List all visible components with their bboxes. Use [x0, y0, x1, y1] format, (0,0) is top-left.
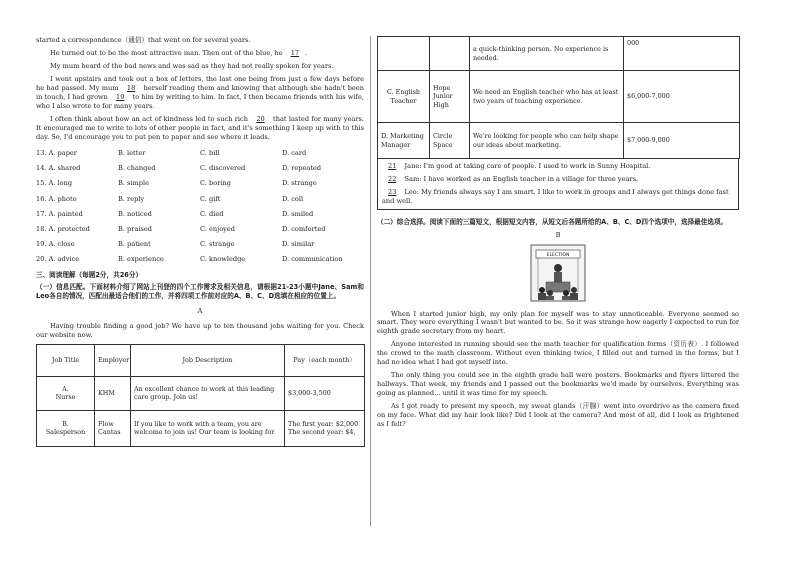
employer-cell: Hope Junior High: [430, 71, 470, 123]
option: D. comforted: [282, 224, 326, 233]
para2-text-a: He turned out to be the most attractive man. Then out of the blue, he: [50, 49, 283, 58]
option: 20. A. advice: [36, 255, 80, 264]
para5-text-a: I often think about how an act of kindness led to such rich: [50, 114, 248, 123]
blank-18: 18: [126, 84, 136, 93]
job-title-cell: C. English Teacher: [378, 71, 430, 123]
options-13: [36, 146, 364, 161]
employer-cell: KHM: [95, 376, 131, 410]
job-title-cell: [37, 376, 95, 410]
job-letter: B.: [62, 419, 69, 428]
table-row: [378, 37, 740, 71]
election-sign-text: ELECTION: [546, 252, 570, 258]
blank-17: 17: [290, 49, 300, 58]
job-title-cell: [378, 37, 430, 71]
description-cell: We need an English teacher who has at least two years of teaching experience.: [470, 71, 624, 123]
pay-cell: $3,000-3,500: [285, 376, 365, 410]
option: C. discovered: [200, 164, 246, 173]
match-item: [382, 175, 734, 184]
passage-a-intro: Having trouble finding a good job? We have up to ten thousand jobs waiting for you. Check our website now.: [36, 321, 364, 339]
header-pay: Pay（each month）: [285, 344, 365, 376]
paragraph-4: [36, 75, 364, 111]
left-column: [36, 36, 364, 447]
passage-a-label: A: [197, 307, 203, 316]
table-header-row: [37, 344, 365, 376]
sub-section-1-instructions: （一）信息匹配。下面材料介绍了网站上刊登的四个工作需求及相关信息，请根据21-23小题中Jane、Sam和Leo各自的情况，匹配出最适合他们的工作，并将四项工作前对应的A、B、C、D选填在相应的位置上。: [36, 283, 364, 301]
option: B. praised: [118, 224, 152, 233]
options-14: [36, 161, 364, 176]
para4-text-a: I went upstairs and took out a box of letters, the last one being from just a few days before he had passed. My mum: [36, 75, 364, 93]
option: B. patient: [118, 240, 151, 249]
table-row: [37, 410, 365, 446]
option: 18. A. protected: [36, 224, 90, 233]
passage-b-paragraph-3: The only thing you could see in the eighth grade hall were posters. Bookmarks and flyers littered the hallways. That week, my friends and I passed out the bookmarks we'd made by ourselves. Everything was going as planned... until it was time for my speech.: [377, 371, 739, 398]
paragraph-1-tail: started a correspondence（通信）that went on for several years.: [36, 36, 251, 44]
option: C. died: [200, 209, 224, 218]
option: D. coll: [282, 194, 304, 203]
employer-cell: Flow Cantas: [95, 410, 131, 446]
option: B. noticed: [118, 209, 152, 218]
column-divider: [370, 36, 371, 526]
blank-23: 23: [388, 187, 397, 196]
election-illustration: [530, 244, 586, 302]
match-text: Leo: My friends always say I am smart. I like to work in groups and I always get things done fast and well.: [382, 187, 729, 205]
election-image-icon: [530, 244, 586, 302]
pay-cell: The first year: $2,000 The second year: $4,: [285, 410, 365, 446]
option: B. experience: [118, 255, 164, 264]
section-3-heading: 三、阅读理解（每题2分，共26分）: [36, 271, 143, 280]
match-text: Sam: I have worked as an English teacher in a village for three years.: [404, 174, 639, 183]
options-19: [36, 237, 364, 252]
match-item: [382, 162, 734, 171]
option: 16. A. photo: [36, 194, 77, 203]
description-cell: An excellent chance to work at this leading care group. Join us!: [131, 376, 285, 410]
header-job-description: Job Description: [131, 344, 285, 376]
paragraph-2: [36, 49, 364, 58]
matching-answers: [377, 159, 739, 210]
description-cell: a quick-thinking person. No experience is needed.: [470, 37, 624, 71]
pay-cell: $7,000-9,000: [624, 123, 740, 159]
option: C. bill: [200, 148, 220, 157]
header-job-title: Job Title: [37, 344, 95, 376]
option: D. smiled: [282, 209, 314, 218]
option: C. boring: [200, 179, 231, 188]
option: 13. A. paper: [36, 148, 77, 157]
passage-b-paragraph-4: As I got ready to present my speech, my sweat glands（汗腺）went into overdrive as the camera fixed on my face. What did my hair look like? Did I look at the camera? And most of all, did I look as frightened as I felt?: [377, 402, 739, 428]
option: C. enjoyed: [200, 224, 236, 233]
job-letter: A.: [62, 384, 69, 393]
table-row: [378, 123, 740, 159]
blank-22: 22: [388, 174, 397, 183]
option: D. similar: [282, 240, 315, 249]
passage-b-paragraph-2: Anyone interested in running should see the math teacher for qualification forms（资历表）. I followed the crowd to the math classroom. Without even thinking twice, I filled out and turned in the forms, but I had no idea what I had got myself into.: [377, 340, 739, 367]
match-text: Jane: I'm good at taking care of people. I used to work in Sunny Hospital.: [404, 162, 651, 170]
option: C. strange: [200, 240, 235, 249]
option: B. simple: [118, 179, 150, 188]
para5-text-b: that lasted for many years. It encouraged me to write to lots of other people in fact, and it's something I keep up with to this day. So, I'd encourage you to put pen to paper and see where it leads.: [36, 114, 364, 141]
option: D. repeated: [282, 164, 322, 173]
option: B. changed: [118, 164, 156, 173]
pay-cell: $6,000-7,000: [624, 71, 740, 123]
option: C. knowledge: [200, 255, 246, 264]
option: D. strange: [282, 179, 317, 188]
paragraph-3: My mum heard of the bad news and was sad as they had not really spoken for years.: [50, 62, 334, 71]
blank-20: 20: [256, 114, 265, 123]
match-item: [382, 188, 734, 206]
jobs-table-left: [36, 344, 365, 447]
passage-b-paragraph-1: When I started junior high, my only plan for myself was to stay unnoticeable. Everyone seemed so smart. They were everything I wasn't but wanted to be. So it was strange how eagerly I expected to run for eighth grade secretary from my heart.: [377, 309, 739, 336]
option: C. gift: [200, 194, 221, 203]
para4-text-c: to him by writing to him. In fact, I then became friends with his wife, who I also wrote to for many years.: [36, 93, 364, 110]
options-17: [36, 207, 364, 222]
job-name: Nurse: [55, 393, 76, 402]
option: B. reply: [118, 194, 145, 203]
passage-b-label: B: [555, 230, 561, 239]
job-name: Salesperson: [45, 428, 86, 437]
option: 14. A. shared: [36, 164, 81, 173]
right-column: [377, 36, 739, 433]
options-15: [36, 176, 364, 191]
header-employer: Employer: [95, 344, 131, 376]
sub-section-2-instructions: （二）综合选择。阅读下面的三篇短文，根据短文内容，从短文后各题所给的A、B、C、D四个选项中，选择最佳选项。: [377, 217, 728, 226]
paragraph-5: [36, 115, 364, 142]
job-title-cell: D. Marketing Manager: [378, 123, 430, 159]
options-16: [36, 191, 364, 206]
employer-cell: [430, 37, 470, 71]
option: D. communication: [282, 255, 343, 264]
description-cell: We're looking for people who can help shape our ideas about marketing.: [470, 123, 624, 159]
options-18: [36, 222, 364, 237]
description-cell: If you like to work with a team, you are welcome to join us! Our team is looking for: [131, 410, 285, 446]
para2-text-b: .: [305, 49, 308, 58]
table-row: [37, 376, 365, 410]
option: D. card: [282, 148, 307, 157]
option: B. letter: [118, 148, 146, 157]
employer-cell: Circle Space: [430, 123, 470, 159]
cloze-options: [36, 146, 364, 268]
blank-21: 21: [388, 162, 397, 170]
option: 15. A. long: [36, 179, 73, 188]
option: 17. A. painted: [36, 209, 83, 218]
blank-19: 19: [116, 93, 125, 102]
jobs-table-right: [377, 36, 740, 159]
table-row: [378, 71, 740, 123]
pay-cell: 000: [624, 37, 740, 71]
options-20: [36, 252, 364, 267]
job-title-cell: [37, 410, 95, 446]
para4-text-b: herself reading them and knowing that although she hadn't been in touch, I had grown: [36, 84, 364, 102]
option: 19. A. close: [36, 240, 75, 249]
